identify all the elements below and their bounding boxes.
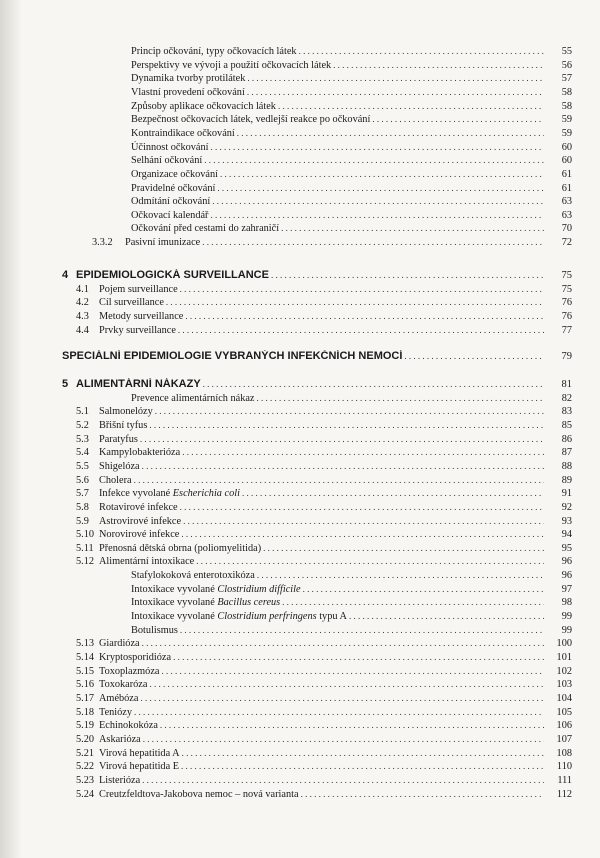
toc-entry-title: Rotavirové infekce — [99, 501, 178, 513]
leader-dots — [220, 168, 544, 181]
toc-entry — [0, 583, 600, 596]
toc-entry — [0, 209, 600, 222]
toc-entry-page: 81 — [561, 379, 572, 390]
toc-entry — [0, 665, 600, 678]
toc-entry-title: SPECIÁLNÍ EPIDEMIOLOGIE VYBRANÝCH INFEKČNÍCH NEMOCÍ — [62, 350, 403, 362]
toc-entry — [0, 610, 600, 623]
toc-entry-page: 103 — [556, 679, 572, 691]
toc-entry-title: Stafylokoková enterotoxikóza — [131, 570, 255, 582]
toc-entry-page: 101 — [556, 652, 572, 663]
leader-dots — [282, 596, 544, 609]
toc-entry-page: 97 — [561, 583, 572, 595]
toc-entry — [0, 324, 600, 337]
leader-dots — [149, 419, 544, 432]
toc-entry-number: 5.11 — [76, 542, 94, 554]
toc-entry-page: 102 — [556, 665, 572, 677]
toc-entry — [0, 624, 600, 637]
toc-entry-number: 4.4 — [76, 324, 89, 336]
toc-entry-page: 77 — [561, 324, 572, 336]
toc-entry — [0, 474, 600, 487]
toc-entry-number: 4.1 — [76, 283, 89, 295]
leader-dots — [181, 760, 544, 773]
leader-dots — [281, 222, 544, 235]
toc-entry-number: 5.7 — [76, 488, 89, 500]
leader-dots — [203, 378, 544, 391]
toc-entry-number: 5.20 — [76, 733, 95, 745]
toc-entry-title: Dynamika tvorby protilátek — [131, 73, 246, 85]
leader-dots — [180, 283, 544, 296]
toc-entry-page: 100 — [556, 638, 572, 650]
toc-entry — [0, 446, 600, 459]
toc-entry — [0, 236, 600, 249]
toc-entry — [0, 555, 600, 568]
toc-entry-title: Kryptosporidióza — [99, 652, 172, 663]
toc-entry-number: 5.1 — [76, 406, 89, 418]
toc-entry-title: Prvky surveillance — [99, 324, 176, 336]
toc-entry-title: Amébóza — [99, 692, 139, 704]
toc-entry-number: 5.2 — [76, 419, 89, 431]
toc-entry-page: 96 — [561, 556, 572, 568]
toc-entry — [0, 195, 600, 208]
toc-entry-number: 5.21 — [76, 747, 95, 759]
toc-entry-title: Princip očkování, typy očkovacích látek — [131, 46, 297, 57]
toc-entry-page: 98 — [561, 597, 572, 609]
leader-dots — [247, 72, 544, 85]
toc-entry-page: 107 — [556, 733, 572, 745]
toc-entry — [0, 678, 600, 691]
toc-entry-title: Botulismus — [131, 624, 178, 636]
toc-entry — [0, 182, 600, 195]
toc-entry-number: 4 — [62, 269, 69, 281]
toc-entry-page: 60 — [561, 155, 572, 167]
toc-entry-number: 5.19 — [76, 720, 95, 732]
toc-entry-page: 105 — [556, 706, 572, 718]
toc-entry-title: Pravidelné očkování — [131, 182, 216, 194]
toc-entry-title: Salmonelózy — [99, 406, 153, 418]
toc-entry-title: Očkovací kalendář — [131, 209, 209, 221]
toc-entry — [0, 501, 600, 514]
leader-dots — [211, 141, 545, 154]
toc-entry-page: 94 — [561, 529, 572, 541]
toc-entry-title: Paratyfus — [99, 433, 138, 445]
toc-entry-number: 5.8 — [76, 501, 89, 513]
toc-entry — [0, 419, 600, 432]
toc-entry — [0, 392, 600, 405]
toc-entry-page: 56 — [561, 59, 572, 71]
toc-entry — [0, 72, 600, 85]
leader-dots — [182, 747, 544, 760]
leader-dots — [178, 324, 544, 337]
toc-entry-page: 88 — [561, 460, 572, 472]
toc-entry-title: Alimentární intoxikace — [99, 556, 195, 568]
toc-entry-page: 61 — [561, 182, 572, 194]
toc-entry-page: 58 — [561, 100, 572, 112]
toc-entry — [0, 692, 600, 705]
toc-entry — [0, 788, 600, 801]
toc-entry-number: 3.3.2 — [92, 237, 113, 249]
leader-dots — [173, 651, 544, 664]
toc-entry-page: 106 — [556, 720, 572, 732]
toc-entry-number: 5.9 — [76, 515, 89, 527]
leader-dots — [202, 236, 544, 249]
toc-entry — [0, 222, 600, 235]
toc-entry-number: 5.15 — [76, 665, 95, 677]
leader-dots — [204, 154, 544, 167]
toc-entry-title: EPIDEMIOLOGICKÁ SURVEILLANCE — [76, 269, 269, 281]
toc-entry-page: 91 — [561, 488, 572, 500]
leader-dots — [210, 209, 544, 222]
toc-entry-page: 85 — [561, 419, 572, 431]
leader-dots — [161, 665, 544, 678]
toc-entry-number: 5.14 — [76, 652, 95, 663]
leader-dots — [372, 113, 544, 126]
leader-dots — [257, 392, 545, 405]
toc-entry-page: 99 — [561, 611, 572, 623]
toc-entry-page: 95 — [561, 542, 572, 554]
toc-entry-title: Teniózy — [99, 706, 133, 718]
toc-entry-number: 5.12 — [76, 556, 95, 568]
toc-entry-title: Listerióza — [99, 774, 141, 786]
toc-entry-page: 108 — [556, 747, 572, 759]
toc-entry-title: Prevence alimentárních nákaz — [131, 392, 255, 404]
toc-entry-title: Bezpečnost očkovacích látek, vedlejší reakce po očkování — [131, 114, 371, 126]
toc-entry-page: 55 — [561, 46, 572, 57]
leader-dots — [303, 583, 544, 596]
toc-entry-page: 87 — [561, 447, 572, 459]
toc-entry-title: Pasivní imunizace — [125, 237, 201, 249]
toc-entry-number: 5.10 — [76, 529, 95, 541]
toc-entry — [0, 168, 600, 181]
toc-entry-number: 4.3 — [76, 310, 89, 322]
toc-entry-title: Cíl surveillance — [99, 297, 164, 309]
toc-entry — [0, 651, 600, 664]
toc-entry-title: Organizace očkování — [131, 168, 219, 180]
toc-entry — [0, 296, 600, 309]
toc-entry-title: Norovirové infekce — [99, 529, 180, 541]
toc-entry-title: Virová hepatitida E — [99, 761, 180, 773]
toc-entry — [0, 154, 600, 167]
toc-entry-page: 111 — [557, 774, 572, 786]
leader-dots — [237, 127, 544, 140]
toc-entry-title: Způsoby aplikace očkovacích látek — [131, 100, 276, 112]
toc-entry-title: Pojem surveillance — [99, 283, 178, 295]
leader-dots — [181, 528, 544, 541]
leader-dots — [142, 460, 544, 473]
toc-entry-number: 5.16 — [76, 679, 95, 691]
leader-dots — [217, 182, 544, 195]
toc-entry-title: Askarióza — [99, 733, 141, 745]
toc-entry — [0, 542, 600, 555]
toc-entry-title: Metody surveillance — [99, 310, 184, 322]
toc-entry — [0, 113, 600, 126]
toc-entry-title: Očkování před cestami do zahraničí — [131, 223, 280, 235]
toc-entry-title: Účinnost očkování — [131, 141, 209, 153]
toc-entry — [0, 733, 600, 746]
leader-dots — [155, 405, 544, 418]
toc-entry — [0, 59, 600, 72]
leader-dots — [301, 788, 544, 801]
toc-entry — [0, 460, 600, 473]
toc-entry-title: Echinokokóza — [99, 720, 158, 732]
leader-dots — [140, 692, 544, 705]
toc-entry-page: 89 — [561, 474, 572, 486]
toc-entry-page: 96 — [561, 570, 572, 582]
toc-entry — [0, 719, 600, 732]
toc-entry-page: 104 — [556, 692, 572, 704]
toc-entry-page: 82 — [561, 392, 572, 404]
toc-entry-page: 70 — [561, 223, 572, 235]
toc-entry-page: 99 — [561, 624, 572, 636]
toc-entry-number: 5.3 — [76, 433, 89, 445]
toc-entry-title: Kontraindikace očkování — [131, 127, 235, 139]
leader-dots — [271, 269, 544, 282]
toc-entry-page: 59 — [561, 127, 572, 139]
toc-entry-title: Intoxikace vyvolané Clostridium difficile — [131, 583, 301, 595]
toc-entry-title: Perspektivy ve vývoji a použití očkovacích látek — [131, 59, 332, 71]
toc-entry-number: 5.6 — [76, 474, 89, 486]
leader-dots — [404, 350, 544, 363]
leader-dots — [185, 310, 544, 323]
toc-entry — [0, 127, 600, 140]
toc-entry-number: 5.24 — [76, 788, 95, 800]
toc-entry-number: 4.2 — [76, 297, 89, 309]
toc-entry-number: 5.18 — [76, 706, 95, 718]
toc-entry-title: Cholera — [99, 474, 132, 486]
toc-entry-title: Břišní tyfus — [99, 419, 148, 431]
toc-entry-number: 5.4 — [76, 447, 89, 459]
toc-entry-number: 5.17 — [76, 692, 95, 704]
toc-entry — [0, 637, 600, 650]
leader-dots — [140, 433, 544, 446]
toc-entry — [0, 774, 600, 787]
leader-dots — [247, 86, 544, 99]
toc-entry-title: Virová hepatitida A — [99, 747, 180, 759]
toc-entry-title: Vlastní provedení očkování — [131, 86, 245, 98]
leader-dots — [182, 446, 544, 459]
leader-dots — [142, 774, 544, 787]
toc-entry-page: 61 — [561, 168, 572, 180]
toc-entry-title: Přenosná dětská obrna (poliomyelitida) — [99, 542, 262, 554]
leader-dots — [196, 555, 544, 568]
leader-dots — [263, 542, 544, 555]
toc-entry-page: 76 — [561, 297, 572, 309]
toc-entry — [0, 310, 600, 323]
toc-entry-number: 5.22 — [76, 761, 95, 773]
toc-entry-title: Intoxikace vyvolané Bacillus cereus — [131, 597, 281, 609]
toc-entry-title: Creutzfeldtova-Jakobova nemoc – nová varianta — [99, 788, 299, 800]
leader-dots — [333, 59, 544, 72]
toc-entry-title: Toxokaróza — [99, 679, 148, 691]
leader-dots — [257, 569, 544, 582]
leader-dots — [299, 45, 544, 58]
toc-entry-title: Odmítání očkování — [131, 196, 211, 208]
toc-entry-page: 79 — [561, 351, 572, 362]
leader-dots — [142, 637, 544, 650]
toc-entry-page: 92 — [561, 501, 572, 513]
toc-entry — [0, 747, 600, 760]
toc-entry-page: 75 — [561, 270, 572, 281]
toc-entry — [0, 86, 600, 99]
toc-entry-title: Intoxikace vyvolané Clostridium perfringens typu A — [131, 611, 347, 623]
leader-dots — [242, 487, 544, 500]
toc-entry-page: 76 — [561, 310, 572, 322]
toc-entry-number: 5.23 — [76, 774, 95, 786]
toc-entry — [0, 283, 600, 296]
toc-entry-title: ALIMENTÁRNÍ NÁKAZY — [76, 378, 201, 390]
toc-entry — [0, 515, 600, 528]
leader-dots — [134, 706, 544, 719]
toc-entry — [0, 350, 600, 363]
toc-entry — [0, 405, 600, 418]
toc-entry-page: 110 — [556, 761, 572, 773]
leader-dots — [180, 624, 544, 637]
toc-entry — [0, 378, 600, 391]
toc-entry-page: 59 — [561, 114, 572, 126]
toc-entry — [0, 269, 600, 282]
leader-dots — [134, 474, 544, 487]
leader-dots — [278, 100, 544, 113]
leader-dots — [349, 610, 544, 623]
leader-dots — [160, 719, 544, 732]
leader-dots — [143, 733, 544, 746]
toc-entry — [0, 100, 600, 113]
toc-entry-title: Selhání očkování — [131, 155, 203, 167]
toc-entry — [0, 569, 600, 582]
toc-entry — [0, 45, 600, 58]
toc-entry-title: Infekce vyvolané Escherichia coli — [99, 488, 240, 500]
toc-entry — [0, 141, 600, 154]
toc-entry-page: 58 — [561, 86, 572, 98]
toc-entry-title: Astrovirové infekce — [99, 515, 182, 527]
leader-dots — [149, 678, 544, 691]
toc-entry-page: 63 — [561, 196, 572, 208]
leader-dots — [183, 515, 544, 528]
leader-dots — [180, 501, 544, 514]
toc-entry-page: 83 — [561, 406, 572, 418]
toc-entry-title: Giardióza — [99, 638, 140, 650]
toc-entry-number: 5.13 — [76, 638, 95, 650]
toc-entry-page: 93 — [561, 515, 572, 527]
toc-entry — [0, 487, 600, 500]
leader-dots — [166, 296, 544, 309]
toc-entry — [0, 760, 600, 773]
toc-entry-number: 5 — [62, 378, 69, 390]
toc-entry-title: Toxoplazmóza — [99, 665, 160, 677]
toc-entry-title: Shigelóza — [99, 460, 140, 472]
toc-entry — [0, 596, 600, 609]
toc-entry-page: 63 — [561, 209, 572, 221]
toc-entry-page: 112 — [556, 788, 572, 800]
toc-entry — [0, 433, 600, 446]
toc-entry — [0, 528, 600, 541]
toc-entry-number: 5.5 — [76, 460, 89, 472]
toc-entry-page: 86 — [561, 433, 572, 445]
toc-entry — [0, 706, 600, 719]
toc-entry-title: Kampylobakterióza — [99, 447, 181, 459]
toc-entry-page: 72 — [561, 237, 572, 249]
toc-entry-page: 60 — [561, 141, 572, 153]
toc-entry-page: 57 — [561, 73, 572, 85]
toc-entry-page: 75 — [561, 283, 572, 295]
leader-dots — [212, 195, 544, 208]
